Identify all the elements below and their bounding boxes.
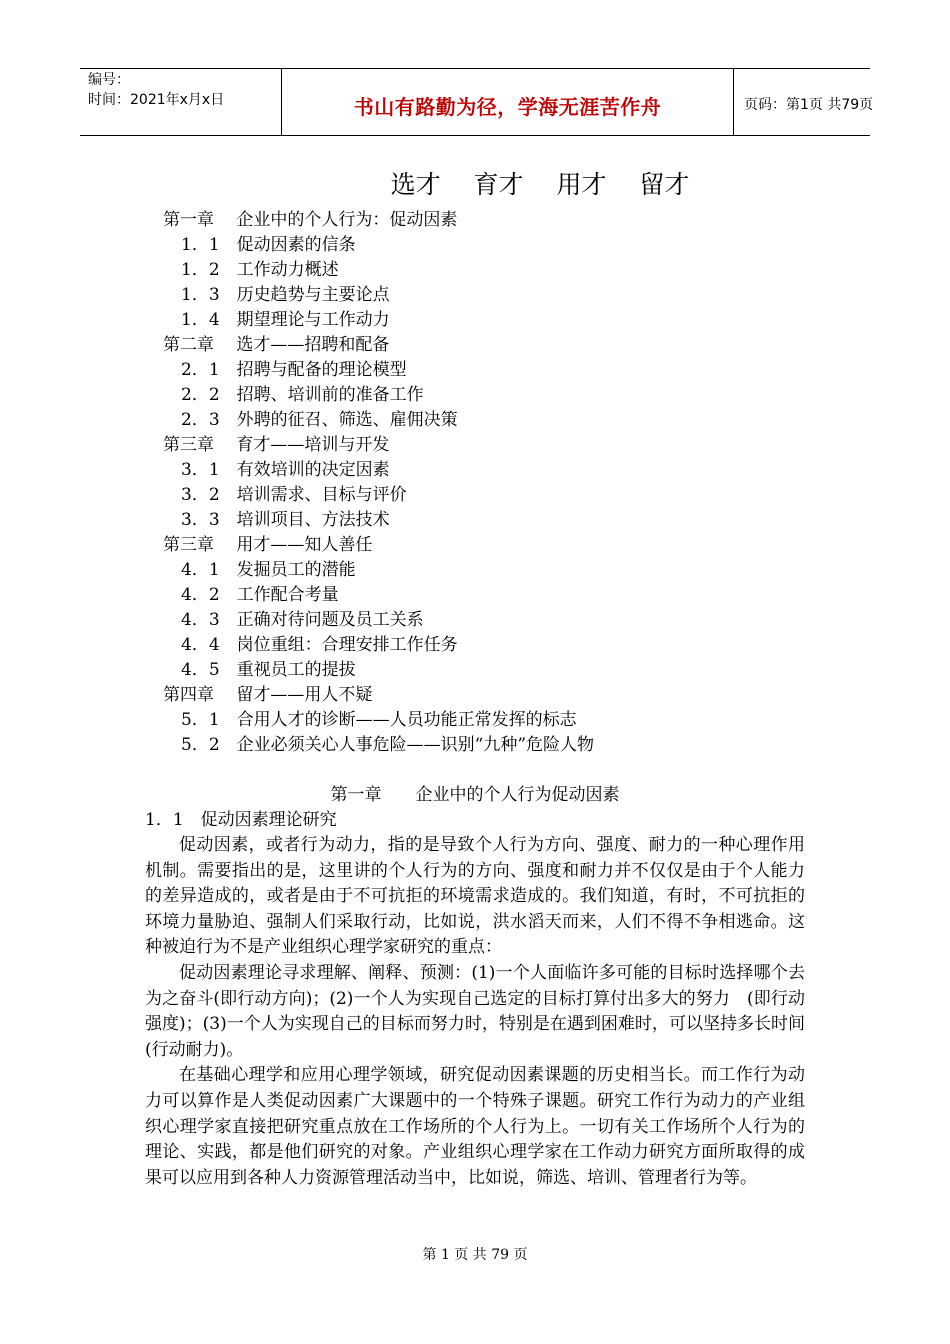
section-heading: 1．1 促动因素理论研究 <box>145 810 337 830</box>
motto: 书山有路勤为径，学海无涯苦作舟 <box>353 95 662 119</box>
toc-section: 2．2 招聘、培训前的准备工作 <box>181 385 424 405</box>
toc-section: 1．2 工作动力概述 <box>181 260 339 280</box>
header-motto-cell <box>282 69 734 135</box>
number-label: 编号： <box>88 72 130 88</box>
body-text <box>145 833 805 1191</box>
toc-chapter: 第四章 留才——用人不疑 <box>163 685 373 705</box>
toc-section: 5．1 合用人才的诊断——人员功能正常发挥的标志 <box>181 710 577 730</box>
toc-chapter: 第二章 选才——招聘和配备 <box>163 335 390 355</box>
toc-section: 3．3 培训项目、方法技术 <box>181 510 390 530</box>
header-meta-cell <box>80 69 282 135</box>
document-title: 选才 育才 用才 留才 <box>390 170 690 199</box>
paragraph: 在基础心理学和应用心理学领域，研究促动因素课题的历史相当长。而工作行为动力可以算作是人类促动因素广大课题中的一个特殊子课题。研究工作行为动力的产业组织心理学家直接把研究重点放在工作场所的个人行为上。一切有关工作场所个人行为的理论、实践，都是他们研究的对象。产业组织心理学家在工作动力研究方面所取得的成果可以应用到各种人力资源管理活动当中，比如说，筛选、培训、管理者行为等。 <box>145 1065 805 1188</box>
page-header <box>80 68 874 136</box>
toc-section: 1．3 历史趋势与主要论点 <box>181 285 390 305</box>
toc-section: 5．2 企业必须关心人事危险——识别“九种”危险人物 <box>181 735 595 755</box>
chapter-heading: 第一章 企业中的个人行为促动因素 <box>330 785 620 805</box>
paragraph: 促动因素理论寻求理解、阐释、预测：(1)一个人面临许多可能的目标时选择哪个去为之奋斗(即行动方向)；(2)一个人为实现自己选定的目标打算付出多大的努力 (即行动强度)；(3)一个人为实现自己的目标而努力时，特别是在遇到困难时，可以坚持多长时间(行动耐力)。 <box>145 962 805 1060</box>
toc-chapter: 第三章 育才——培训与开发 <box>163 435 390 455</box>
toc-section: 4．5 重视员工的提拔 <box>181 660 356 680</box>
toc-chapter: 第三章 用才——知人善任 <box>163 535 373 555</box>
toc-section: 2．1 招聘与配备的理论模型 <box>181 360 407 380</box>
page-info: 页码：第1页 共79页 <box>744 97 874 113</box>
page-footer: 第 1 页 共 79 页 <box>422 1247 528 1263</box>
paragraph: 促动因素，或者行为动力，指的是导致个人行为方向、强度、耐力的一种心理作用机制。需要指出的是，这里讲的个人行为的方向、强度和耐力并不仅仅是由于个人能力的差异造成的，或者是由于不可抗拒的环境需求造成的。我们知道，有时，不可抗拒的环境力量胁迫、强制人们采取行动，比如说，洪水滔天而来，人们不得不争相逃命。这种被迫行为不是产业组织心理学家研究的重点： <box>145 835 805 958</box>
table-of-contents <box>163 208 594 758</box>
toc-section: 4．2 工作配合考量 <box>181 585 339 605</box>
header-page-cell <box>734 69 874 135</box>
toc-section: 1．4 期望理论与工作动力 <box>181 310 390 330</box>
toc-section: 4．1 发掘员工的潜能 <box>181 560 356 580</box>
time-label: 时间：2021年x月x日 <box>88 92 225 108</box>
toc-section: 4．3 正确对待问题及员工关系 <box>181 610 424 630</box>
toc-chapter: 第一章 企业中的个人行为：促动因素 <box>163 210 458 230</box>
toc-section: 3．1 有效培训的决定因素 <box>181 460 390 480</box>
toc-section: 1．1 促动因素的信条 <box>181 235 356 255</box>
toc-section: 4．4 岗位重组：合理安排工作任务 <box>181 635 458 655</box>
toc-section: 3．2 培训需求、目标与评价 <box>181 485 407 505</box>
toc-section: 2．3 外聘的征召、筛选、雇佣决策 <box>181 410 458 430</box>
